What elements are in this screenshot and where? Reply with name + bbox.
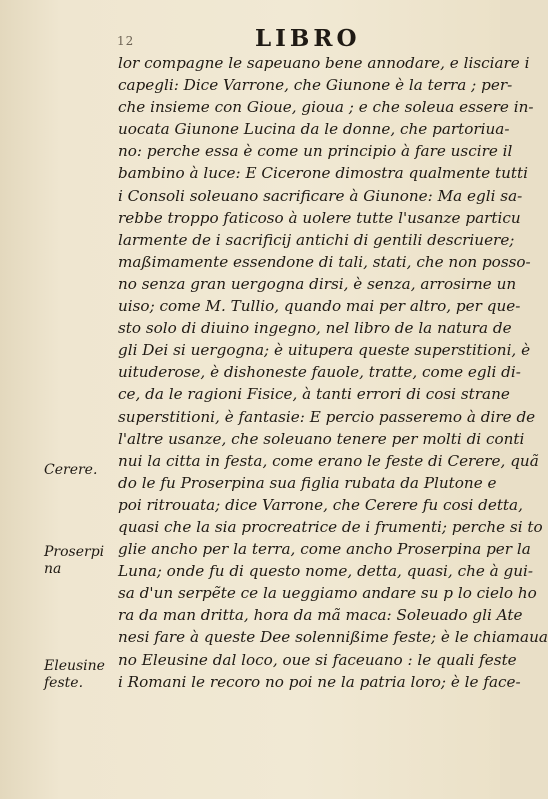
text-line: quasi che la sia procreatrice de i frumenti; perche si to bbox=[118, 517, 543, 536]
text-line: ce, da le ragioni Fisice, à tanti errori di cosi strane bbox=[118, 385, 510, 404]
text-line: uiso; come M. Tullio, quando mai per altro, per que- bbox=[118, 297, 521, 316]
page-number: 12 bbox=[117, 34, 135, 48]
text-line: sa d'un serpẽte ce la ueggiamo andare su p lo cielo ho bbox=[118, 584, 537, 603]
text-line: larmente de i sacrificij antichi di gentili descriuere; bbox=[118, 230, 515, 249]
text-line: do le fu Proserpina sua figlia rubata da Plutone e bbox=[118, 473, 497, 492]
text-line: rebbe troppo faticoso à uolere tutte l'usanze particu bbox=[118, 208, 521, 227]
text-line: maßimamente essendone di tali, stati, che non posso- bbox=[118, 252, 531, 271]
margin-note-proserpina: Proserpi na bbox=[44, 544, 105, 577]
margin-note-eleusine: Eleusine feste. bbox=[44, 658, 105, 691]
text-line: glie ancho per la terra, come ancho Proserpina per la bbox=[118, 540, 531, 559]
text-line: uituderose, è dishoneste fauole, tratte, come egli di- bbox=[118, 363, 521, 382]
text-line: ra da man dritta, hora da mã maca: Soleuado gli Ate bbox=[118, 606, 523, 625]
text-line: sto solo di diuino ingegno, nel libro de la natura de bbox=[118, 319, 512, 338]
text-line: i Consoli soleuano sacrificare à Giunone: Ma egli sa- bbox=[118, 186, 523, 205]
text-line: bambino à luce: E Cicerone dimostra qualmente tutti bbox=[118, 164, 528, 183]
text-line: che insieme con Gioue, gioua ; e che soleua essere in- bbox=[118, 98, 534, 117]
text-line: superstitioni, è fantasie: E percio passeremo à dire de bbox=[118, 407, 536, 426]
running-head: LIBRO bbox=[255, 25, 361, 52]
text-line: Luna; onde fu di questo nome, detta, quasi, che à gui- bbox=[118, 562, 534, 581]
main-text-block bbox=[118, 52, 548, 693]
text-line: nui la citta in festa, come erano le feste di Cerere, quã bbox=[118, 451, 539, 470]
text-line: lor compagne le sapeuano bene annodare, e lisciare i bbox=[118, 54, 530, 72]
text-line: no senza gran uergogna dirsi, è senza, arrosirne un bbox=[118, 274, 517, 293]
margin-note-cerere: Cerere. bbox=[44, 462, 98, 478]
text-line: gli Dei si uergogna; è uitupera queste superstitioni, è bbox=[118, 341, 531, 360]
text-line: nesi fare à queste Dee solennißime feste; è le chiamaua bbox=[118, 628, 548, 647]
text-line: l'altre usanze, che soleuano tenere per molti di conti bbox=[118, 429, 525, 448]
text-line: no: perche essa è come un principio à fare uscire il bbox=[118, 142, 513, 161]
text-line: capegli: Dice Varrone, che Giunone è la terra ; per- bbox=[118, 76, 513, 95]
text-line: uocata Giunone Lucina da le donne, che partoriua- bbox=[118, 120, 510, 139]
text-line: poi ritrouata; dice Varrone, che Cerere fu cosi detta, bbox=[118, 495, 523, 514]
text-line: i Romani le recoro no poi ne la patria loro; è le face- bbox=[118, 672, 521, 691]
text-line: no Eleusine dal loco, oue si faceuano : le quali feste bbox=[118, 650, 517, 669]
